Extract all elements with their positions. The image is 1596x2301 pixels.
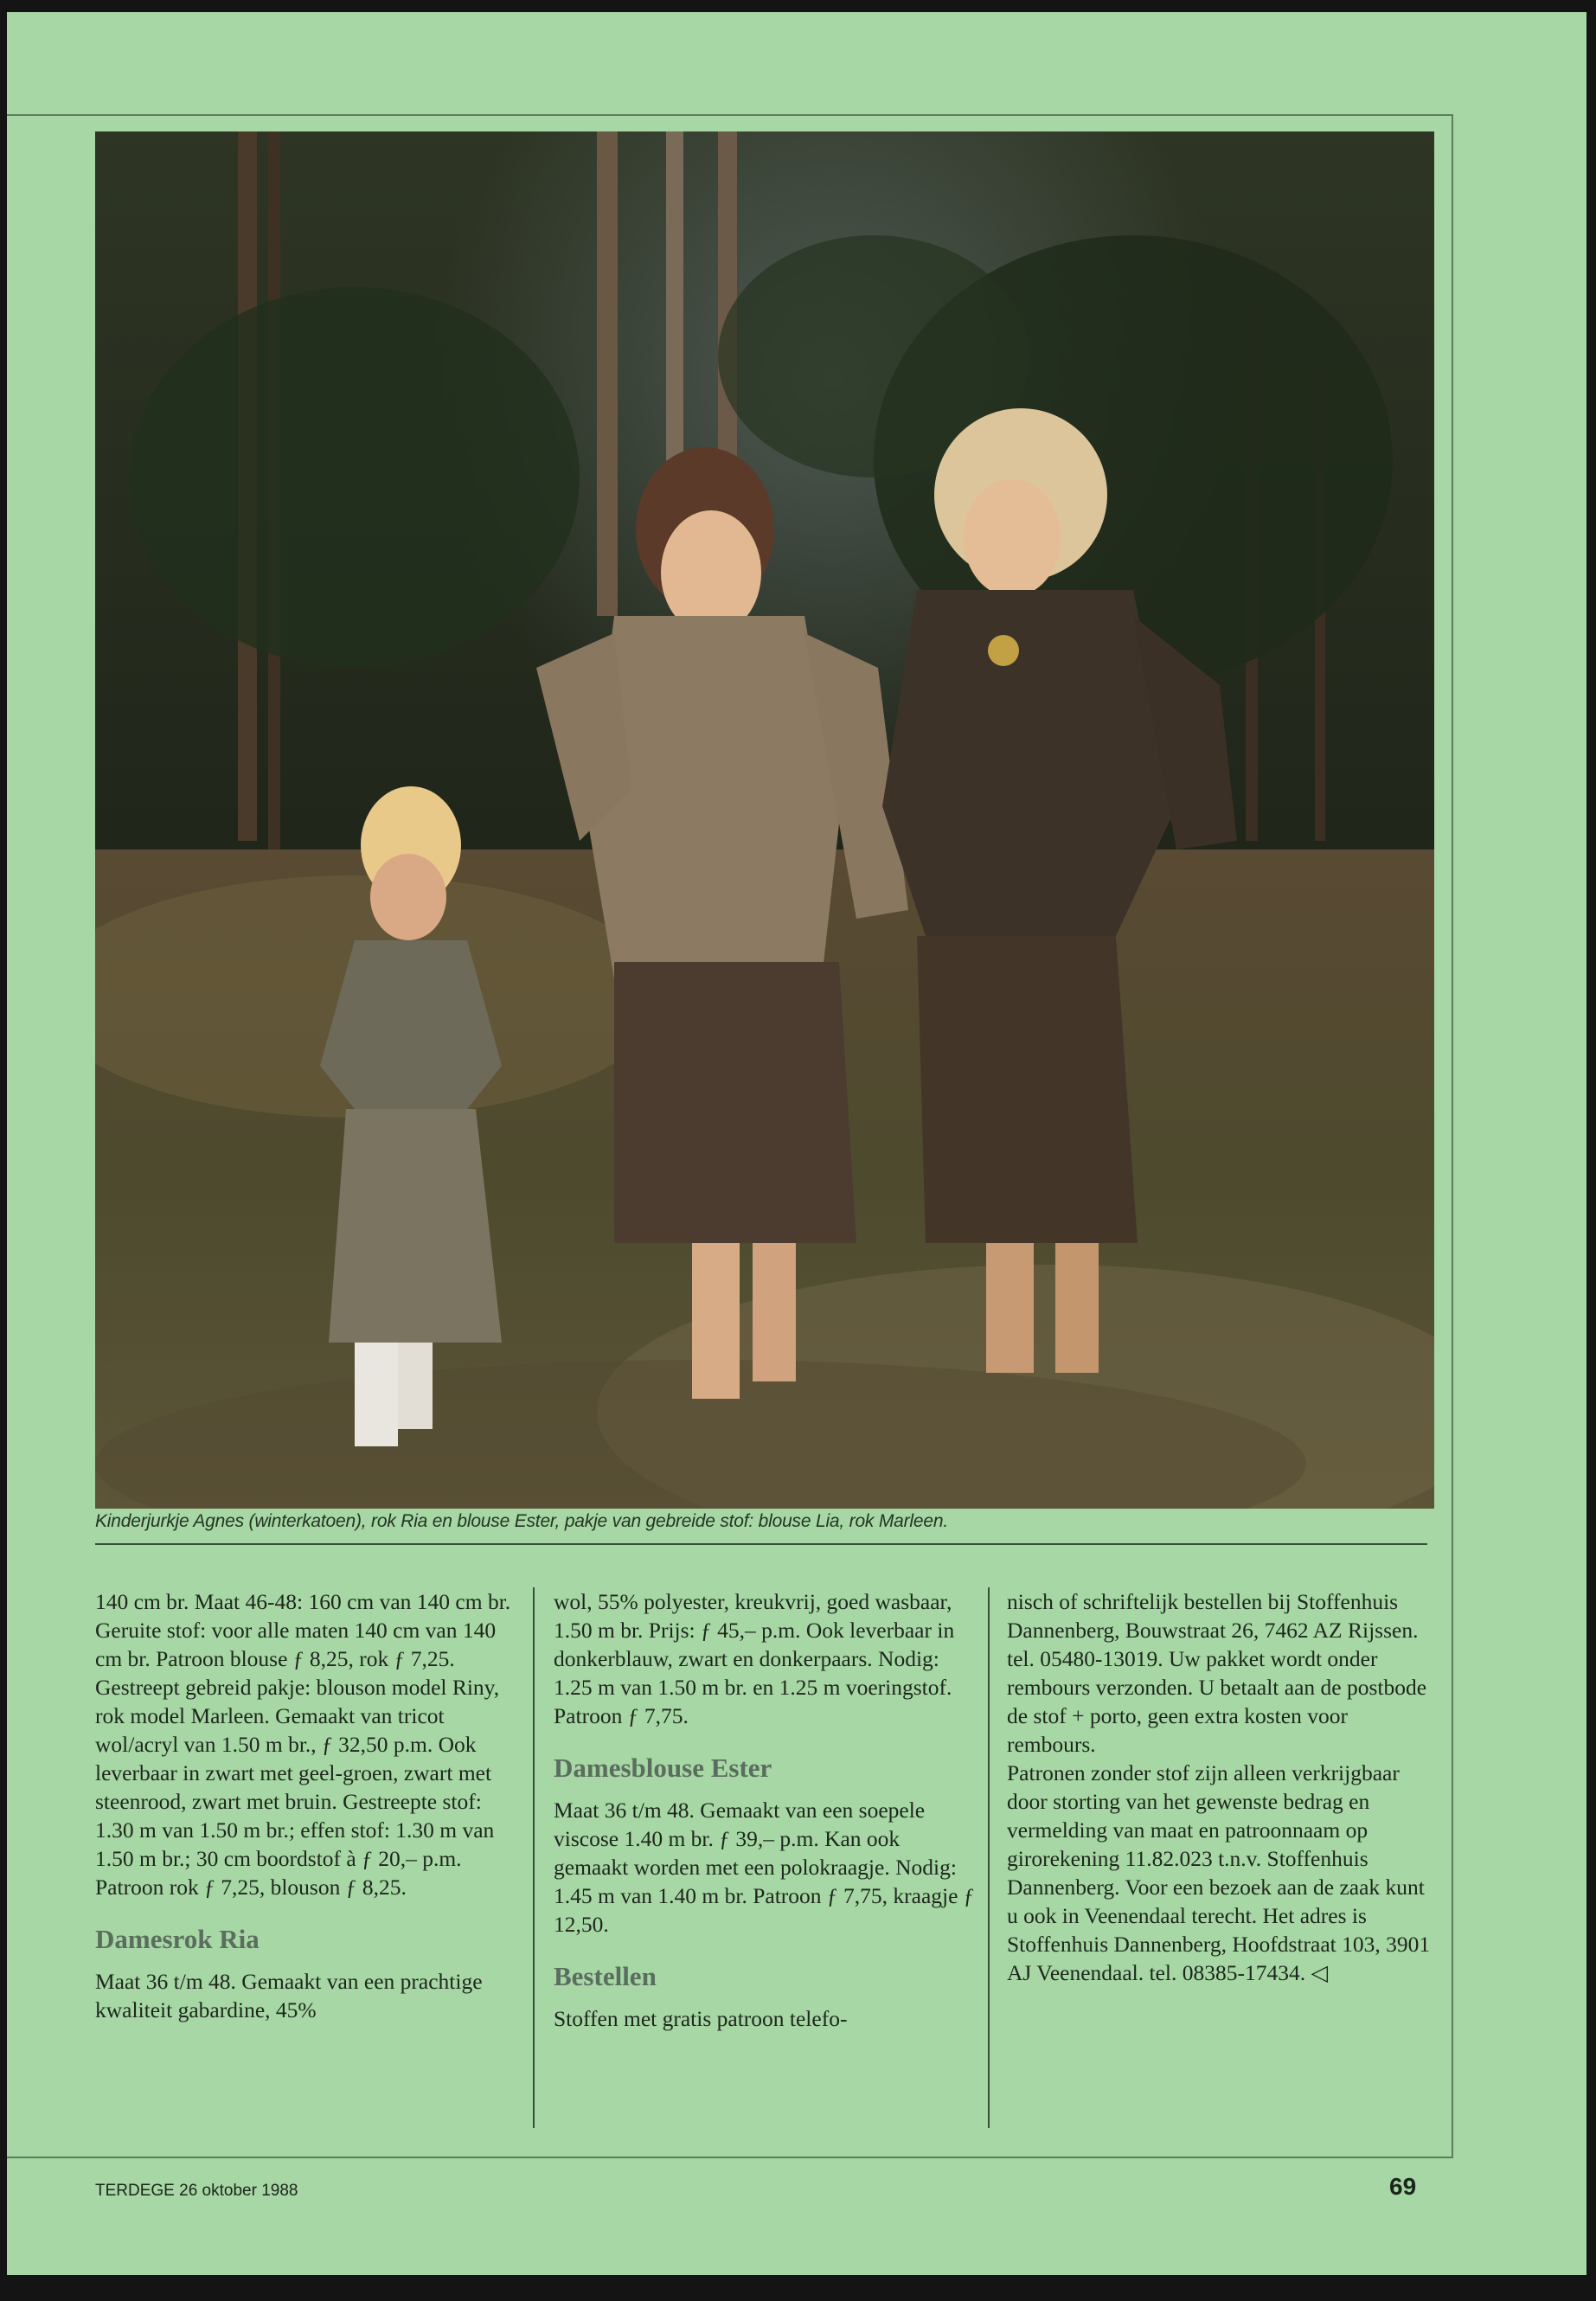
- column-divider-1: [533, 1587, 535, 2128]
- column-3-paragraph-2: Patronen zonder stof zijn alleen verkrijgbaar door storting van het gewenste bedrag en vermelding van maat en patroonnaam op girorekening 11.82.023 t.n.v. Stoffenhuis Dannenberg. Voor een bezoek aan de zaak kunt u ook in Veenendaal terecht. Het adres is Stoffenhuis Dannenberg, Hoofdstraat 103, 3901 AJ Veenendaal. tel. 08385-17434. ◁: [1007, 1760, 1431, 1985]
- caption-divider: [95, 1543, 1427, 1545]
- footer-publication: TERDEGE 26 oktober 1988: [95, 2182, 298, 2200]
- frame-line-bottom: [7, 2157, 1453, 2158]
- column-divider-2: [988, 1587, 990, 2128]
- column-2-paragraph-3: Stoffen met gratis patroon telefo-: [554, 2006, 848, 2031]
- column-2-paragraph-2: Maat 36 t/m 48. Gemaakt van een soepele viscose 1.40 m br. ƒ 39,– p.m. Kan ook gemaakt worden met een polokraagje. Nodig: 1.45 m van 1.40 m br. Patroon ƒ 7,75, kraagje ƒ 12,50.: [554, 1798, 975, 1937]
- photo-three-models-icon: [95, 131, 1434, 1509]
- frame-line-right: [1452, 114, 1453, 2157]
- page-number: 69: [1389, 2173, 1417, 2200]
- heading-damesrok-ria: Damesrok Ria: [95, 1924, 260, 1954]
- column-1-paragraph-1: 140 cm br. Maat 46-48: 160 cm van 140 cm br. Geruite stof: voor alle maten 140 cm van 140 cm br. Patroon blouse ƒ 8,25, rok ƒ 7,25. Gestreept gebreid pakje: blouson model Riny, rok model Marleen. Gemaakt van tricot wol/acryl van 1.50 m br., ƒ 32,50 p.m. Ook leverbaar in zwart met geel-groen, zwart met steenrood, zwart met bruin. Gestreepte stof: 1.30 m van 1.50 m br.; effen stof: 1.30 m van 1.50 m br.; 30 cm boordstof à ƒ 20,– p.m. Patroon rok ƒ 7,25, blouson ƒ 8,25.: [95, 1589, 511, 1900]
- fashion-photo: [95, 131, 1434, 1509]
- text-column-1: [95, 1587, 519, 2024]
- column-3-paragraph-1: nisch of schriftelijk bestellen bij Stoffenhuis Dannenberg, Bouwstraat 26, 7462 AZ Rijssen. tel. 05480-13019. Uw pakket wordt onder rembours verzonden. U betaalt aan de postbode de stof + porto, geen extra kosten voor rembours.: [1007, 1589, 1427, 1757]
- photo-caption: Kinderjurkje Agnes (winterkatoen), rok Ria en blouse Ester, pakje van gebreide stof: blouse Lia, rok Marleen.: [95, 1511, 948, 1531]
- text-column-2: [554, 1587, 977, 2033]
- frame-line-top: [7, 114, 1453, 116]
- text-column-3: [1007, 1587, 1431, 1987]
- column-2-paragraph-1: wol, 55% polyester, kreukvrij, goed wasbaar, 1.50 m br. Prijs: ƒ 45,– p.m. Ook leverbaar in donkerblauw, zwart en donkerpaars. Nodig: 1.25 m van 1.50 m br. en 1.25 m voeringstof. Patroon ƒ 7,75.: [554, 1589, 955, 1728]
- column-1-paragraph-2: Maat 36 t/m 48. Gemaakt van een prachtige kwaliteit gabardine, 45%: [95, 1969, 483, 2022]
- heading-bestellen: Bestellen: [554, 1961, 657, 1991]
- heading-damesblouse-ester: Damesblouse Ester: [554, 1753, 772, 1783]
